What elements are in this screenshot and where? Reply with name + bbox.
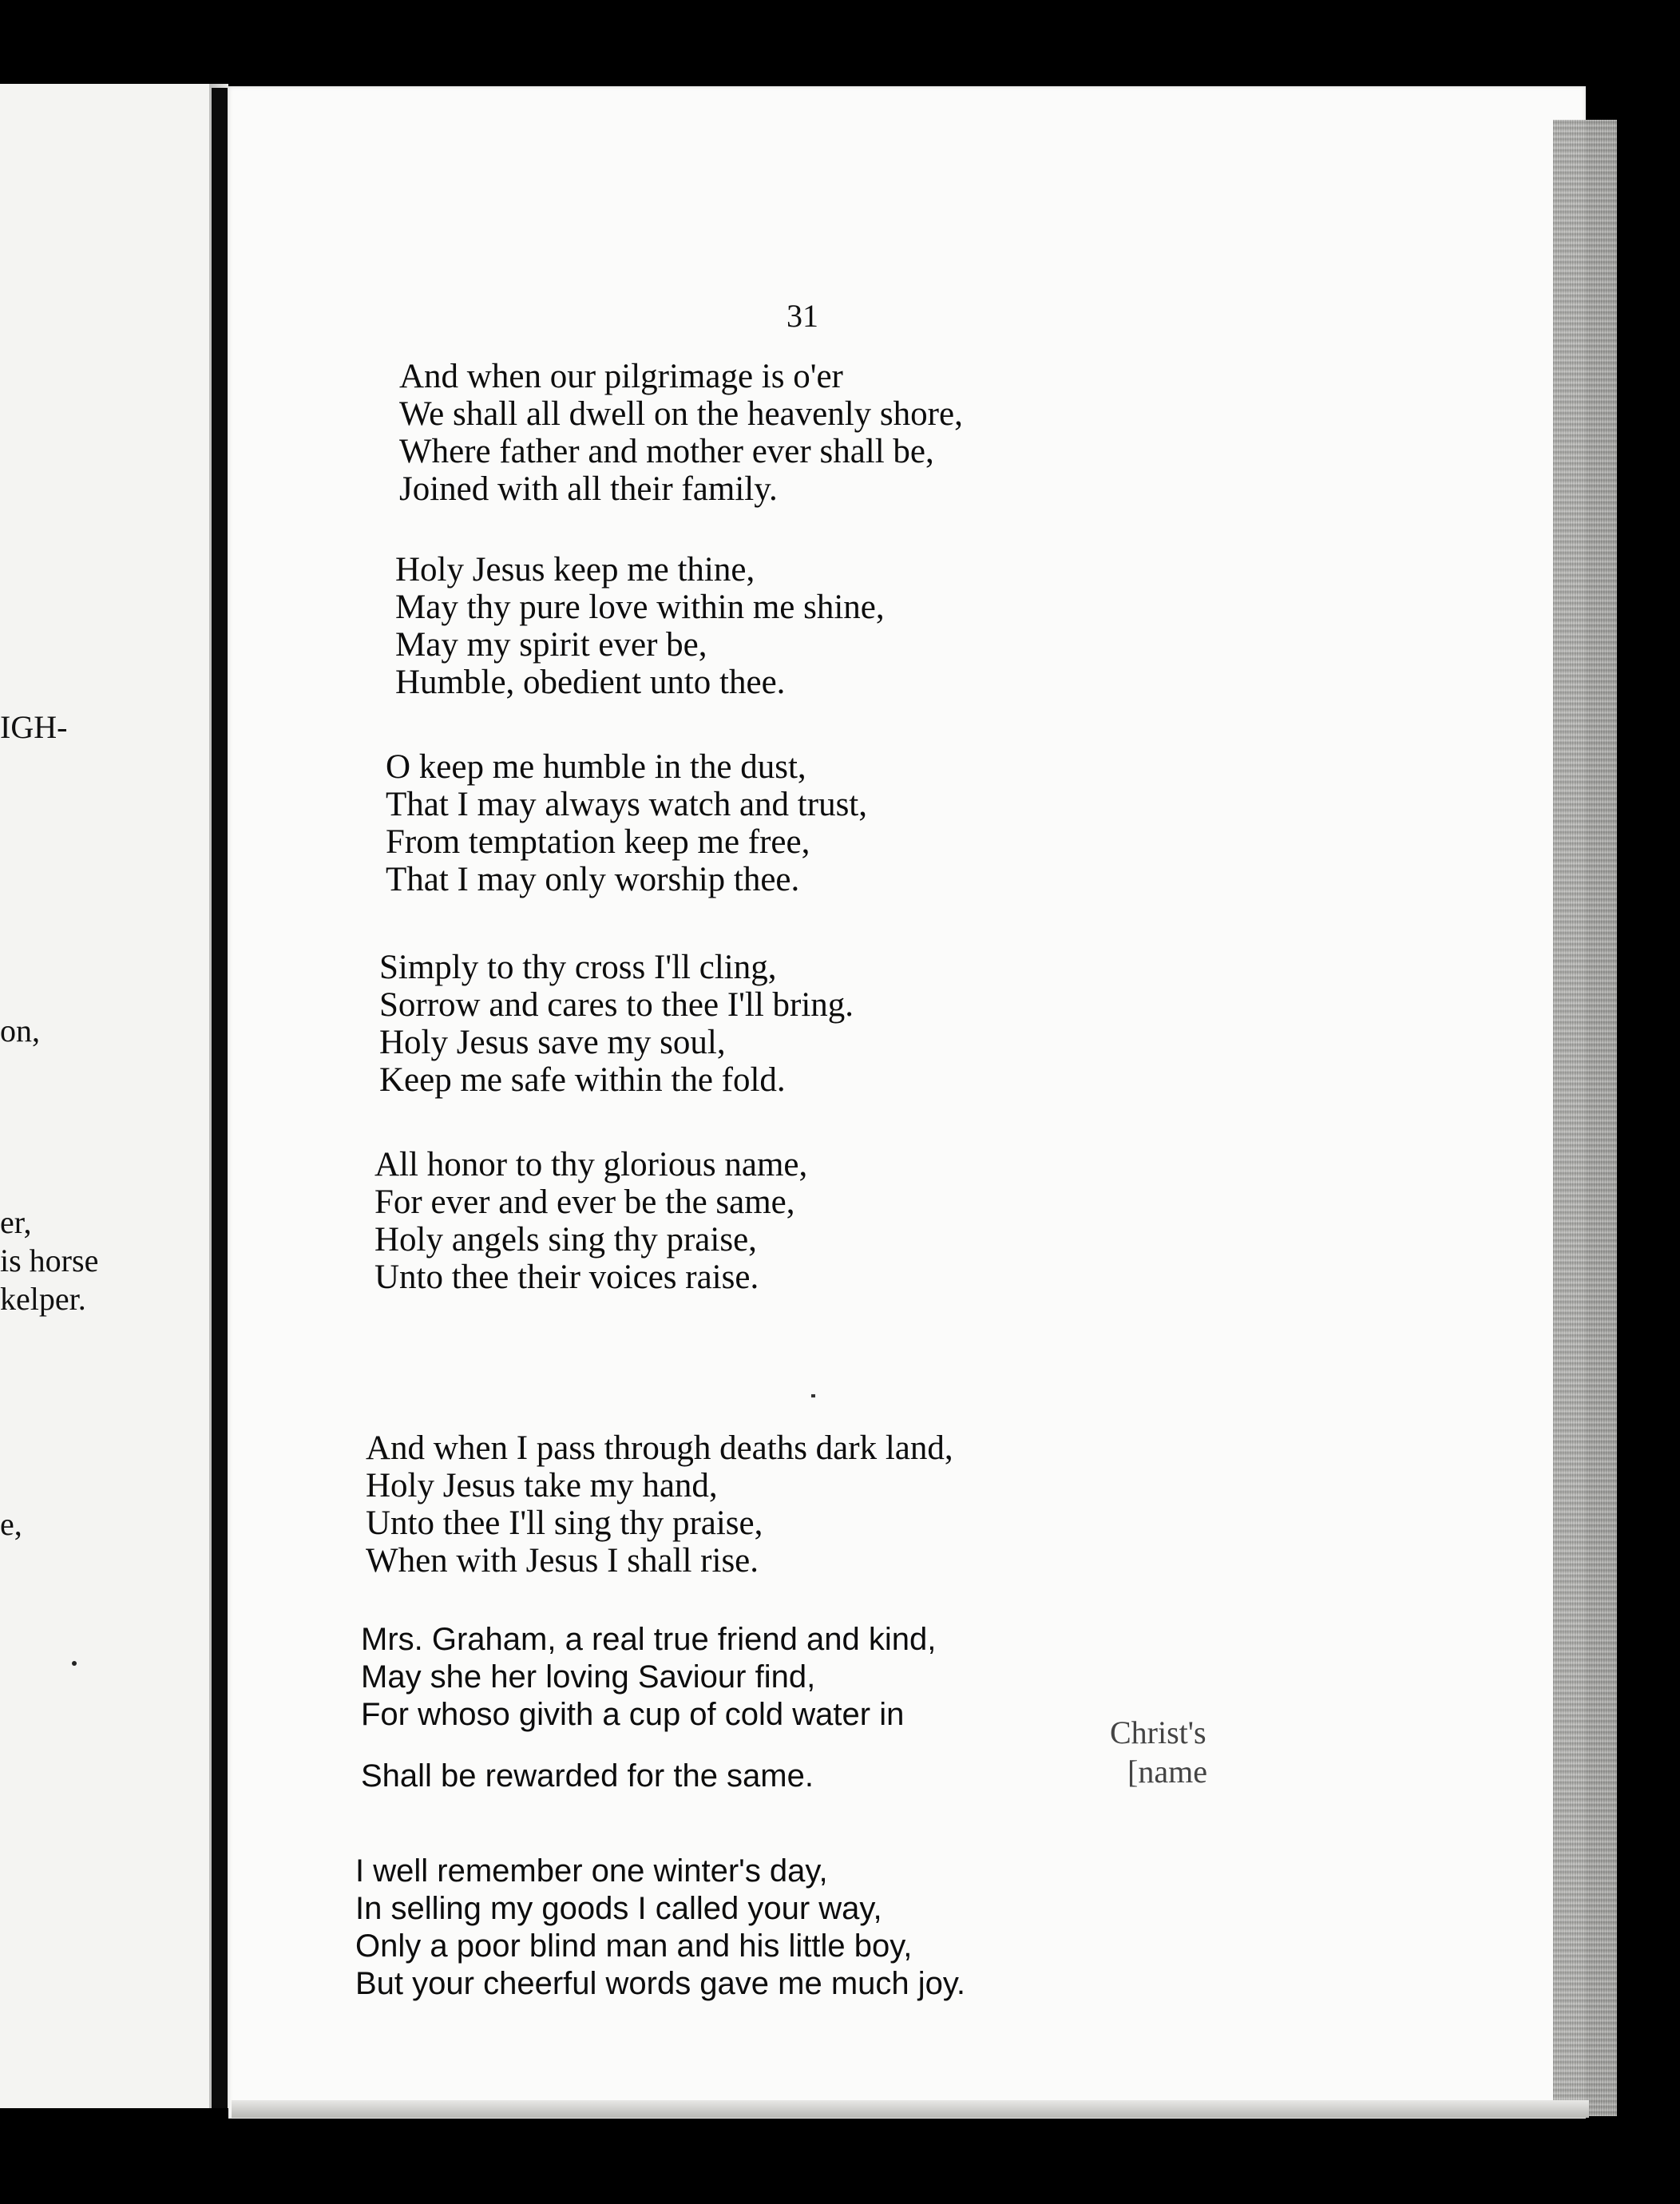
stanza-1 [399,358,963,508]
stanza-6 [366,1429,953,1580]
left-page-fragment: is horse [0,1243,99,1278]
verse-line: We shall all dwell on the heavenly shore, [399,395,963,433]
verse-line: Mrs. Graham, a real true friend and kind, [361,1622,937,1657]
verse-line: And when our pilgrimage is o'er [399,358,843,395]
left-page-fragment: e, [0,1506,22,1542]
margin-note: Christ's [1110,1714,1207,1750]
verse-line: For whoso givith a cup of cold water in [361,1697,905,1732]
verse-line: May thy pure love within me shine, [395,589,885,626]
verse-line: And when I pass through deaths dark land, [366,1429,953,1467]
verse-line: Where father and mother ever shall be, [399,433,934,470]
verse-line: Shall be rewarded for the same. [361,1758,814,1794]
verse-line: Unto thee their voices raise. [374,1259,759,1296]
stanza-2 [395,551,885,701]
margin-note: [name [1127,1754,1207,1790]
verse-line: May my spirit ever be, [395,626,707,664]
verse-line: Simply to thy cross I'll cling, [379,949,777,986]
verse-line: Holy angels sing thy praise, [374,1221,757,1259]
verse-line: All honor to thy glorious name, [374,1146,808,1183]
stanza-3 [386,748,867,898]
verse-line: From temptation keep me free, [386,823,810,861]
verse-line: In selling my goods I called your way, [355,1891,882,1926]
verse-line: Keep me safe within the fold. [379,1061,786,1099]
verse-line: Holy Jesus keep me thine, [395,551,755,589]
verse-line: Sorrow and cares to thee I'll bring. [379,986,854,1024]
verse-line: Holy Jesus take my hand, [366,1467,718,1504]
verse-line: When with Jesus I shall rise. [366,1542,759,1580]
ink-speck [811,1394,815,1397]
left-page-fragment: IGH- [0,709,68,745]
verse-line: Only a poor blind man and his little boy, [355,1928,913,1964]
left-page-fragment: on, [0,1013,40,1048]
stanza-5 [374,1146,807,1296]
verse-line: Unto thee I'll sing thy praise, [366,1504,763,1542]
stanza-7 [361,1621,936,1795]
bottom-page-edge [232,2100,1589,2118]
verse-line: For ever and ever be the same, [374,1183,795,1221]
left-page-fragment: kelper. [0,1281,86,1317]
stanza-4 [379,949,854,1099]
verse-line: But your cheerful words gave me much joy. [355,1966,966,2001]
verse-line: That I may always watch and trust, [386,786,868,823]
verse-line: O keep me humble in the dust, [386,748,806,786]
verse-line: That I may only worship thee. [386,861,800,898]
verse-line: Holy Jesus save my soul, [379,1024,726,1061]
page-number: 31 [787,298,818,334]
stanza-8 [355,1853,965,2003]
verse-line: May she her loving Saviour find, [361,1659,816,1695]
book-spine [212,88,228,2108]
left-facing-page [0,84,228,2108]
verse-line: Humble, obedient unto thee. [395,664,786,701]
page-edges-texture [1553,120,1617,2116]
verse-line: I well remember one winter's day, [355,1853,828,1889]
left-page-fragment: er, [0,1204,32,1240]
ink-speck [72,1661,77,1666]
verse-line: Joined with all their family. [399,470,778,508]
